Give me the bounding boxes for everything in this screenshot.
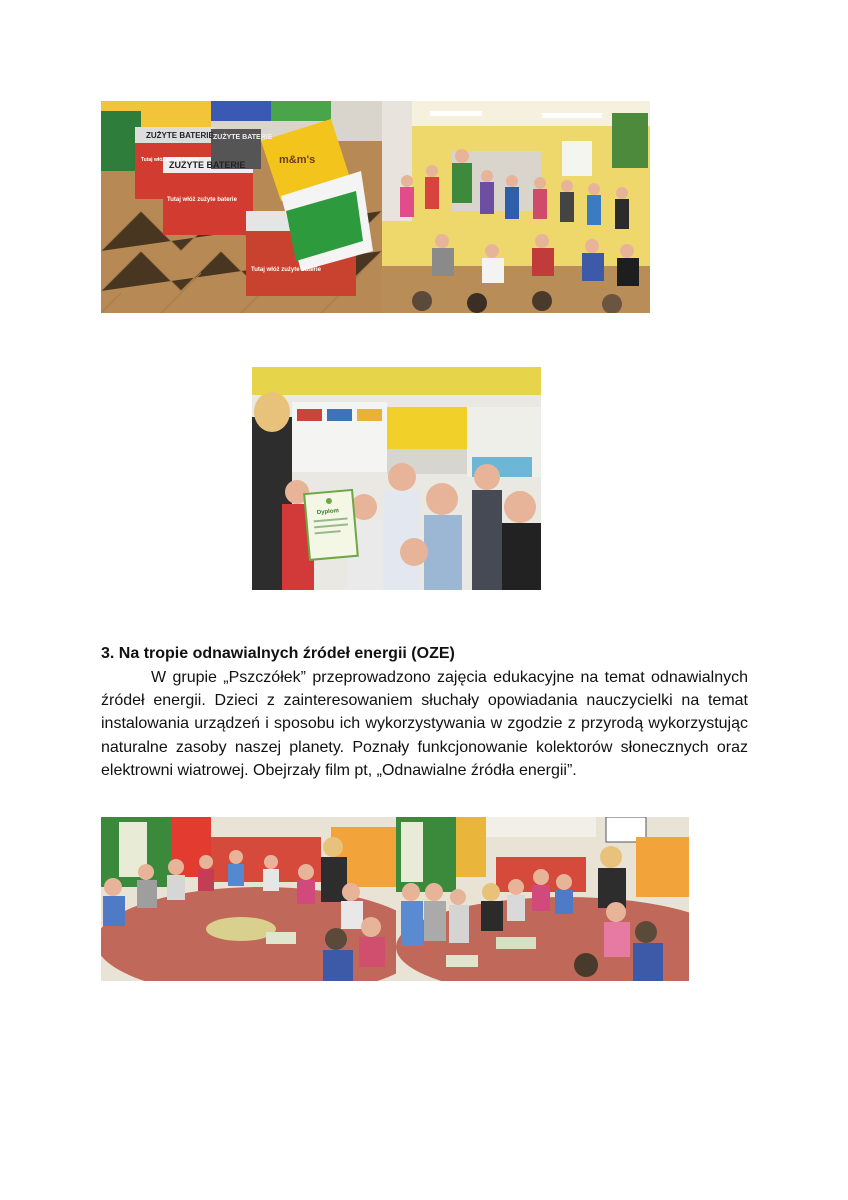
battery-boxes-photo — [101, 101, 382, 313]
diploma-title: Dyplom — [316, 508, 340, 517]
classroom-children-photo — [382, 101, 650, 313]
circle-time-photo-left — [101, 817, 396, 981]
paragraph-text: W grupie „Pszczółek” przeprowadzono zajęcia edukacyjne na temat odnawialnych źródeł energii. Dzieci z zainteresowaniem słuchały opowiadania nauczycielki na temat instalowania urządzeń i sposobu ich wykorzystywania w zgodzie z przyrodą wykorzystując naturalne zasoby naszej planety. Poznały funkcjonowanie kolektorów słonecznych oraz elektrowni wiatrowej. Obejrzały film pt, „Odnawialne źródła energii”. — [101, 669, 748, 779]
section-paragraph — [101, 666, 748, 782]
circle-time-photo-right — [396, 817, 689, 981]
box-label: ZUŻYTE BATERIE — [213, 134, 273, 141]
box-label: Tutaj włóż zużyte baterie — [141, 157, 200, 163]
box-label: Tutaj włóż zużyte baterie — [251, 267, 321, 273]
diploma-photo — [252, 367, 541, 590]
section-heading: 3. Na tropie odnawialnych źródeł energii (OZE) — [101, 645, 455, 662]
box-label: ZUŻYTE BATERIE — [146, 131, 214, 140]
box-label: Tutaj włóż zużyte baterie — [167, 197, 237, 203]
box-label: ZUŻYTE BATERIE — [169, 160, 246, 170]
bag-label: m&m's — [279, 154, 316, 166]
